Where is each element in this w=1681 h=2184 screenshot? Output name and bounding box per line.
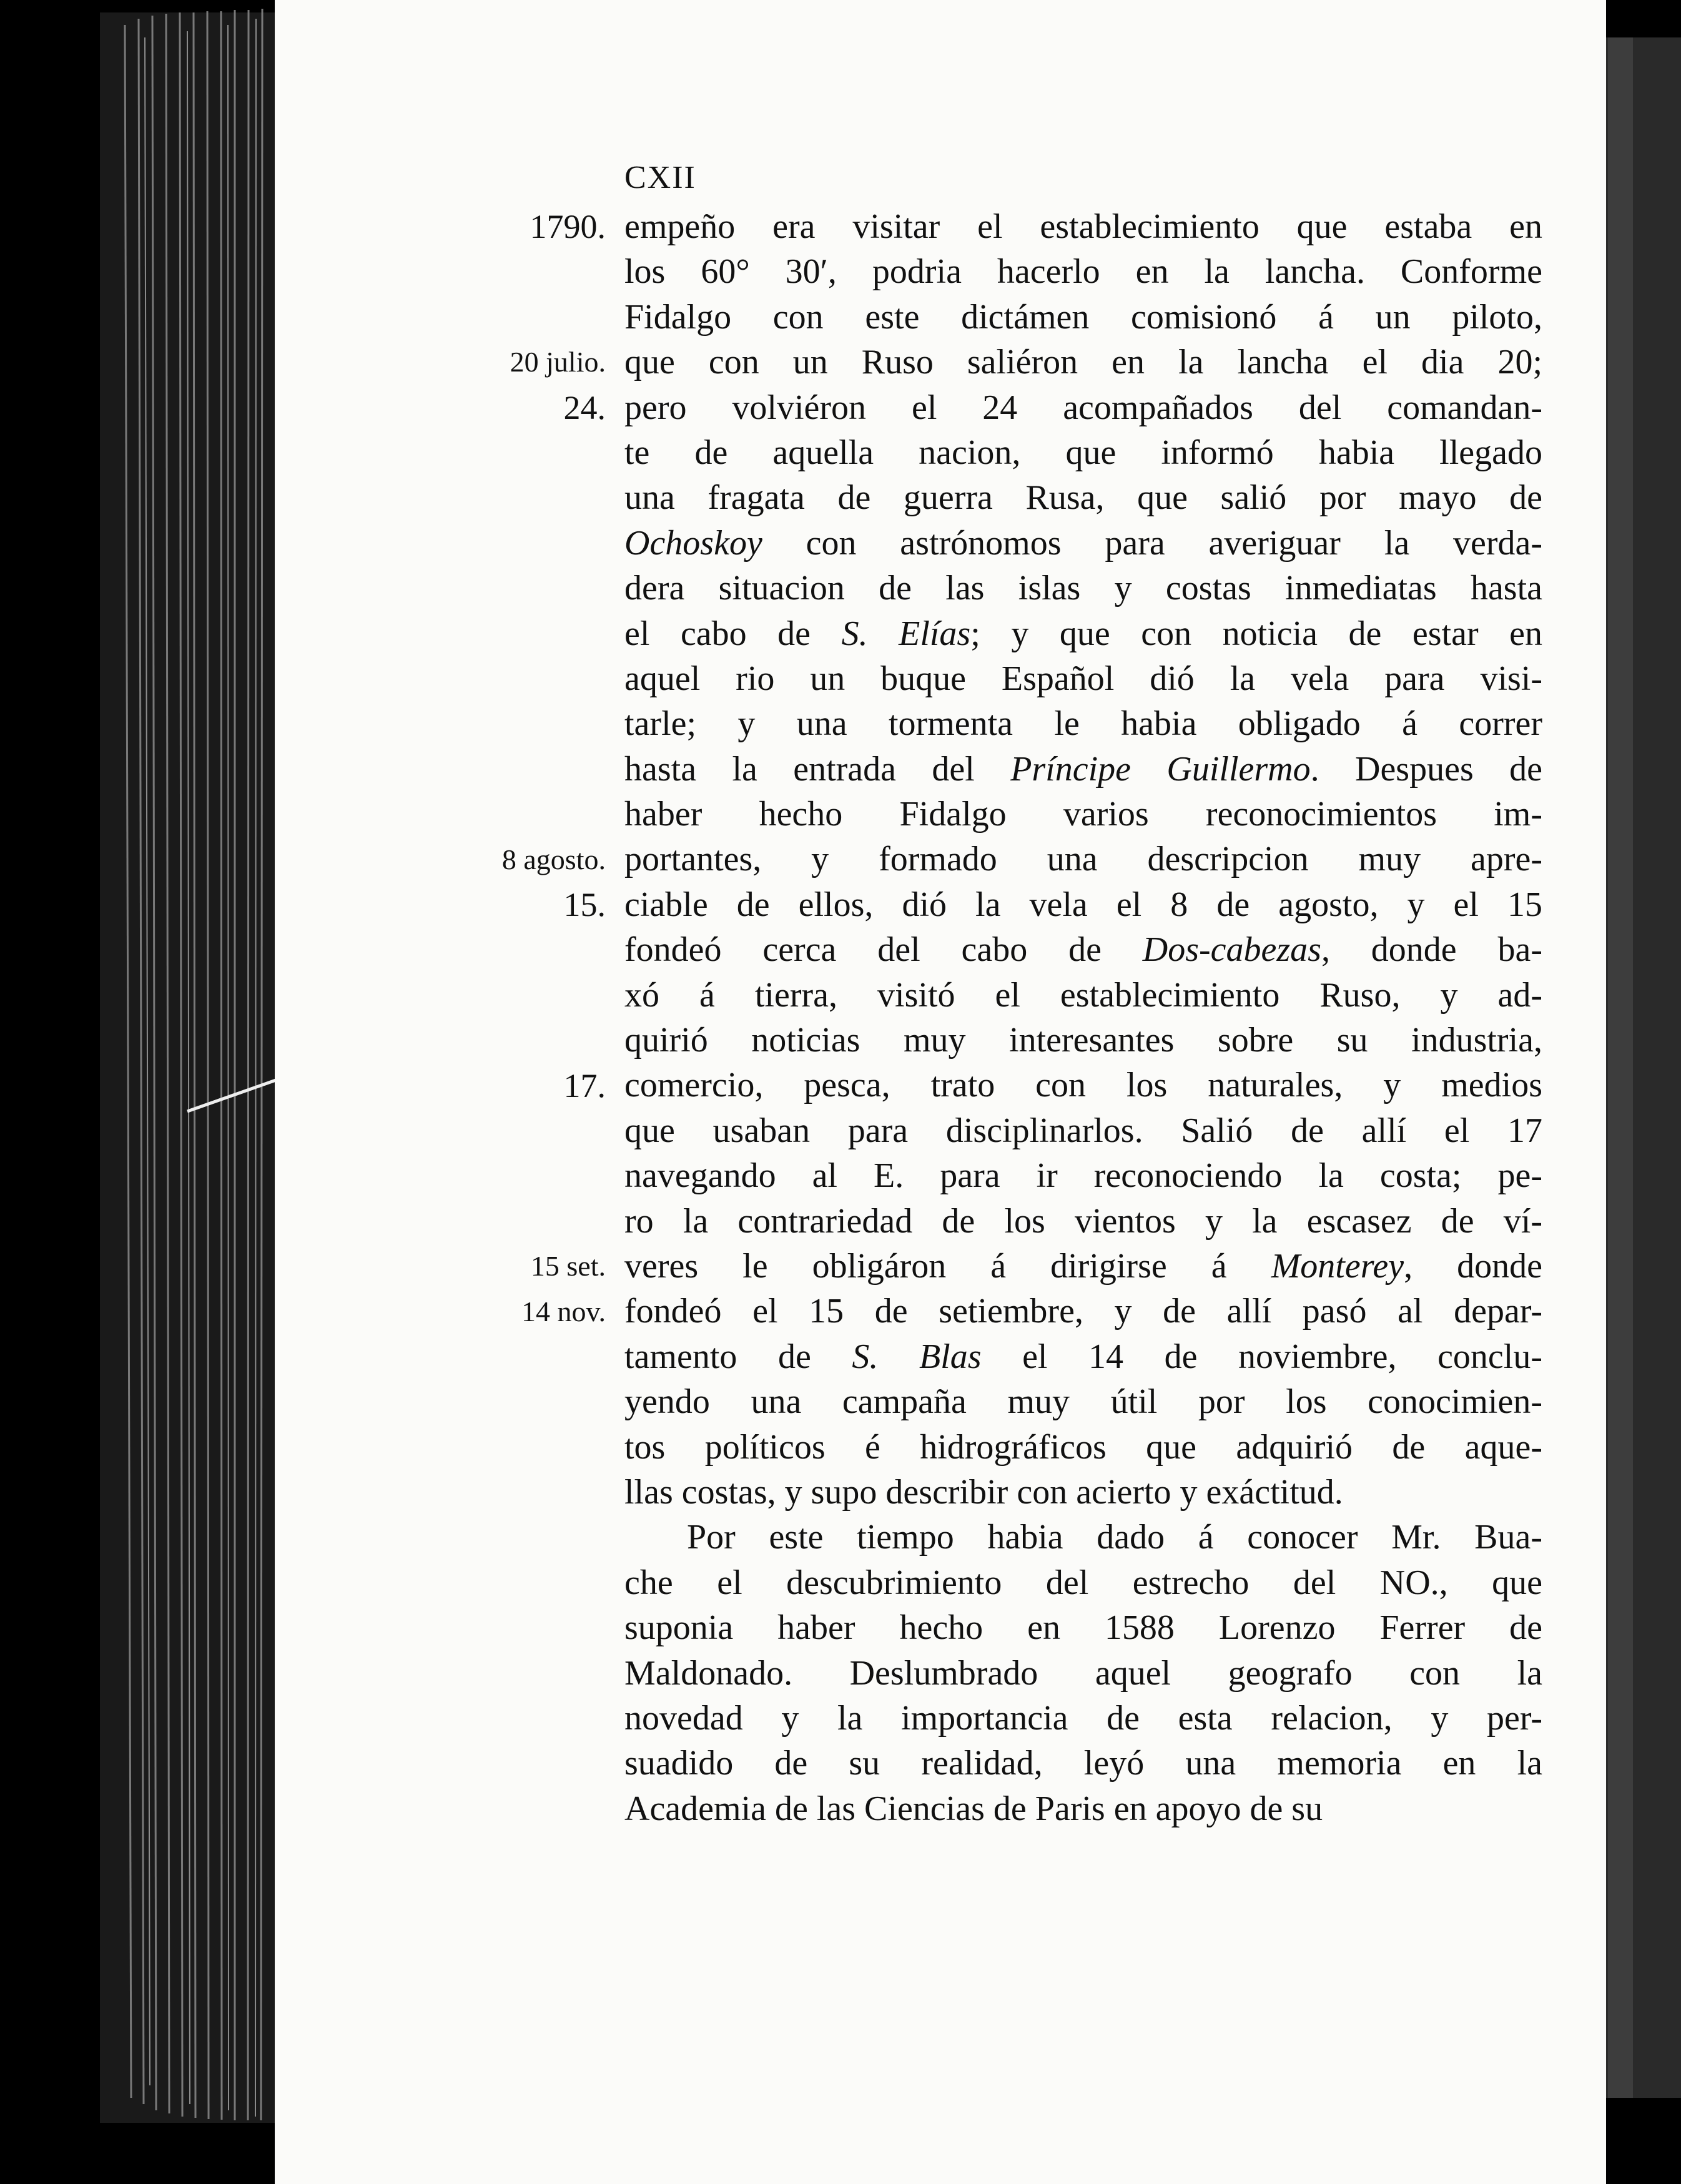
text-line	[624, 566, 1542, 611]
text-line	[624, 1063, 1542, 1108]
text-segment: aquel rio un buque Español dió la vela para visi-	[624, 659, 1542, 698]
text-line	[624, 430, 1542, 475]
text-segment: . Despues de	[1310, 749, 1542, 789]
text-segment: Academia de las Ciencias de Paris en apoyo de su	[624, 1789, 1323, 1828]
text-line	[624, 521, 1542, 566]
text-line	[624, 837, 1542, 882]
text-line	[624, 1199, 1542, 1244]
text-segment: dera situacion de las islas y costas inmediatas hasta	[624, 569, 1542, 608]
margin-date-note: 24.	[563, 388, 606, 426]
text-line	[624, 1560, 1542, 1605]
text-segment: hasta la entrada del	[624, 749, 1011, 789]
text-line	[624, 701, 1542, 746]
italic-text: S. Blas	[852, 1337, 982, 1376]
text-line	[624, 295, 1542, 340]
italic-text: Dos-cabezas	[1142, 930, 1321, 970]
text-segment: yendo una campaña muy útil por los conocimien-	[624, 1382, 1542, 1422]
text-line	[624, 385, 1542, 430]
text-segment: que usaban para disciplinarlos. Salió de allí el 17	[624, 1111, 1542, 1150]
text-segment: fondeó cerca del cabo de	[624, 930, 1143, 970]
text-segment: suponia haber hecho en 1588 Lorenzo Ferrer de	[624, 1608, 1542, 1648]
text-segment: novedad y la importancia de esta relacion, y per-	[624, 1698, 1542, 1738]
text-segment: xó á tierra, visitó el establecimiento Ruso, y ad-	[624, 975, 1542, 1015]
text-segment: navegando al E. para ir reconociendo la costa; pe-	[624, 1156, 1542, 1196]
text-segment: ro la contrariedad de los vientos y la escasez de ví-	[624, 1201, 1542, 1241]
text-line	[624, 1108, 1542, 1153]
text-line	[624, 475, 1542, 520]
text-segment: fondeó el 15 de setiembre, y de allí pasó al depar-	[624, 1292, 1542, 1331]
text-segment: , donde ba-	[1321, 930, 1542, 970]
text-segment: los 60° 30′, podria hacerlo en la lancha. Conforme	[624, 252, 1542, 292]
text-segment: Fidalgo con este dictámen comisionó á un piloto,	[624, 297, 1542, 337]
text-segment: , donde	[1404, 1246, 1542, 1286]
text-segment: Por este tiempo habia dado á conocer Mr. Bua-	[687, 1518, 1542, 1557]
text-line	[624, 747, 1542, 792]
italic-text: Príncipe Guillermo	[1010, 749, 1311, 789]
text-line	[624, 973, 1542, 1018]
text-segment: tos políticos é hidrográficos que adquirió de aque-	[624, 1427, 1542, 1467]
text-segment: veres le obligáron á dirigirse á	[624, 1246, 1271, 1286]
text-line	[624, 249, 1542, 294]
text-line	[624, 1605, 1542, 1650]
margin-date-note: 17.	[563, 1066, 606, 1104]
text-line	[624, 927, 1542, 972]
text-segment: Maldonado. Deslumbrado aquel geografo con la	[624, 1653, 1542, 1693]
text-segment: pero volviéron el 24 acompañados del comandan-	[624, 388, 1542, 427]
text-segment: el 14 de noviembre, conclu-	[981, 1337, 1542, 1376]
text-line	[624, 1425, 1542, 1470]
text-segment: comercio, pesca, trato con los naturales, y medios	[624, 1066, 1542, 1105]
text-line	[624, 1651, 1542, 1696]
text-segment: una fragata de guerra Rusa, que salió por mayo de	[624, 478, 1542, 518]
text-line	[624, 656, 1542, 701]
text-segment: che el descubrimiento del estrecho del NO., que	[624, 1563, 1542, 1602]
text-segment: con astrónomos para averiguar la verda-	[762, 523, 1542, 563]
text-segment: tarle; y una tormenta le habia obligado á correr	[624, 704, 1542, 744]
text-segment: quirió noticias muy interesantes sobre su industria,	[624, 1021, 1542, 1060]
margin-date-note: 20 julio.	[510, 346, 606, 378]
margin-date-note: 15 set.	[530, 1250, 606, 1282]
text-line	[624, 1786, 1542, 1831]
text-segment: ; y que con noticia de estar en	[970, 614, 1543, 653]
text-line	[624, 792, 1542, 837]
text-line	[624, 1470, 1542, 1515]
italic-text: S. Elías	[841, 614, 971, 653]
text-segment: suadido de su realidad, leyó una memoria en la	[624, 1744, 1542, 1783]
page-number: CXII	[624, 160, 696, 195]
text-segment: te de aquella nacion, que informó habia llegado	[624, 433, 1542, 472]
text-line	[624, 1515, 1542, 1560]
text-segment: tamento de	[624, 1337, 852, 1376]
text-line	[624, 340, 1542, 385]
text-segment: que con un Ruso saliéron en la lancha el dia 20;	[624, 343, 1542, 382]
text-line	[624, 1153, 1542, 1198]
margin-date-note: 14 nov.	[521, 1295, 606, 1327]
italic-text: Ochoskoy	[624, 523, 762, 563]
text-segment: haber hecho Fidalgo varios reconocimientos im-	[624, 795, 1542, 834]
text-segment: empeño era visitar el establecimiento que estaba en	[624, 207, 1542, 246]
italic-text: Monterey	[1271, 1246, 1404, 1286]
text-line	[624, 204, 1542, 249]
body-text	[624, 159, 1542, 1831]
text-line	[624, 1018, 1542, 1063]
text-line	[624, 1379, 1542, 1424]
text-segment: el cabo de	[624, 614, 842, 653]
margin-date-note: 15.	[563, 886, 606, 923]
text-line	[624, 1334, 1542, 1379]
text-segment: ciable de ellos, dió la vela el 8 de agosto, y el 15	[624, 885, 1542, 924]
text-line	[624, 611, 1542, 656]
text-segment: portantes, y formado una descripcion muy apre-	[624, 840, 1542, 879]
text-line	[624, 882, 1542, 927]
text-segment: llas costas, y supo describir con acierto y exáctitud.	[624, 1472, 1343, 1512]
margin-date-note: 1790.	[530, 208, 606, 245]
text-line	[624, 1289, 1542, 1334]
text-line	[624, 1741, 1542, 1786]
text-line	[624, 1696, 1542, 1741]
margin-date-note: 8 agosto.	[501, 843, 606, 875]
text-line	[624, 1244, 1542, 1289]
